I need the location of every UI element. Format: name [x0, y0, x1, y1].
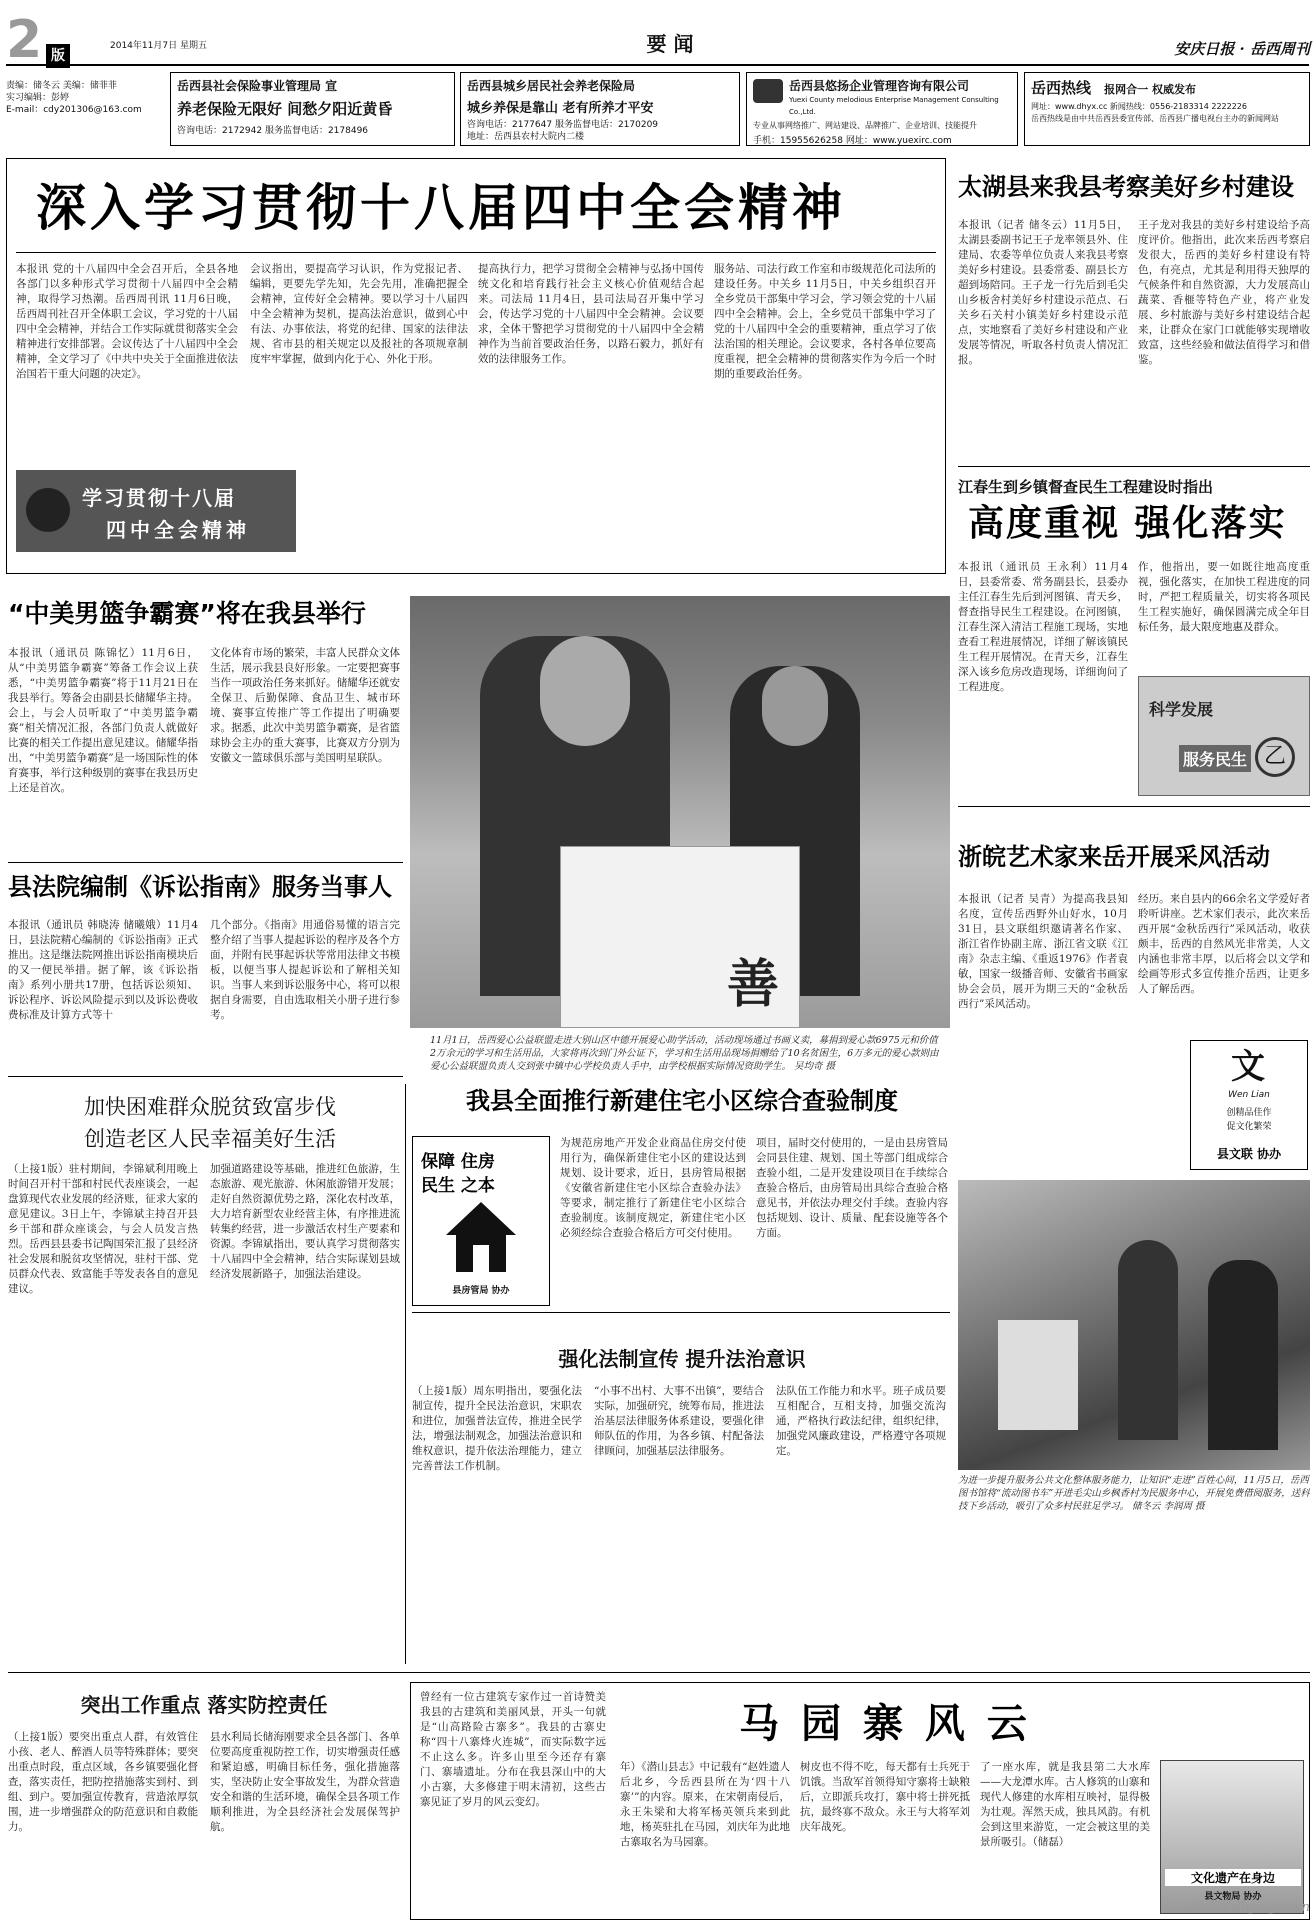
taihu-column-1: 本报讯（记者 储冬云）11月5日，太湖县委副书记王子龙率领县外、住建局、农委等单位负责人来我县考察美好乡村建设。县委常委、副县长方超到场陪同。王子龙一行先后到毛尖山乡板舍村美好乡村建设示范点、石关乡石关村小镇美好乡村建设示范点，实地察看了美好乡村建设和产业发展等情况，听取各村负责人情况汇报。	[958, 219, 1128, 366]
poverty-column-1: （上接1版）驻村期间，李锦斌利用晚上时间召开村干部和村民代表座谈会，一起盘算现代农业发展的经济账，征求大家的意见建议。3日上午，李锦斌主持召开县乡干部和群众座谈会，与会人员发言热烈。岳西县县委书记陶国荣汇报了县经济社会发展和脱贫攻坚情况，驻村干部、党员群众代表、致富能手等发表各自的意见建议。	[8, 1163, 198, 1295]
poverty-divider	[405, 1084, 406, 1664]
charity-donation-photo	[410, 596, 950, 1028]
lead-badge: 学习贯彻十八届 四中全会精神	[16, 470, 296, 552]
jiangchun-headline: 高度重视 强化落实	[968, 503, 1287, 544]
legal-column-2: “小事不出村、大事不出镇”，要结合实际，加强研究，统筹布局，推进法治基层法律服务体系建设，要强化律师队伍的作用，为各乡镇、村配备法律顾问，加强基层法律服务。	[594, 1385, 764, 1457]
court-headline: 县法院编制《诉讼指南》服务当事人	[8, 873, 392, 901]
page-suffix-badge: 版	[46, 44, 70, 68]
ad-pension-bureau: 岳西县城乡居民社会养老保险局 城乡养保是靠山 老有所养才平安 咨询电话：2177647 服务监督电话：2170209 地址：岳西县农村大院内二楼	[460, 72, 740, 146]
mayuan-column-2: 年）《潜山县志》中记载有“赵姓遗人后北乡，今岳西县所在为‘四十八寨’”的内容。原来，在宋朝南侵后，永王朱梁和大将军杨英领兵来到此地，杨英驻扎在马园，刘庆年为此地古寨取名为马园寨。	[620, 1761, 790, 1848]
housing-column-1: 为规范房地产开发企业商品住房交付使用行为，确保新建住宅小区的建设达到规划、设计要求，近日，县房管局根据《安徽省新建住宅小区综合查验办法》等要求，制定推行了新建住宅小区综合查验制度。该制度规定，新建住宅小区必须经综合查验合格后方可交付使用。	[560, 1137, 746, 1239]
zhejiang-column-2: 经历。来自县内的66余名文学爱好者聆听讲座。艺术家们表示，此次来岳西开展“金秋岳西行”采风活动，收获颇丰，岳西的自然风光非常美，人文内涵也非常丰厚，以后将会以文学和绘画等形式多宣传推介岳西，让更多人了解岳西。	[1138, 893, 1310, 995]
lead-column-2: 会议指出，要提高学习认识，作为党报记者、编辑，更要先学先知，先会先用，准确把握全会精神，宣传好全会精神。要以学习十八届四中全会精神为契机，提高法治意识，做到心中有法、办事依法，将党的纪律、国家的法律法规、省市县的相关规定以及报社的各项规章制度牢牢掌握，做到内化于心、外化于形。	[250, 263, 468, 365]
court-column-1: 本报讯（通讯员 韩晓涛 储曦娥）11月4日，县法院精心编制的《诉讼指南》正式推出。这是继法院网推出诉讼指南模块后的又一便民举措。据了解，该《诉讼指南》系列小册共17册，包括诉讼须知、诉讼程序、诉讼风险提示到以及诉讼费收费标准及计算方式等十	[8, 919, 198, 1021]
legal-column-3: 法队伍工作能力和水平。班子成员要互相配合，互相支持，加强交流沟通，严格执行政法纪律，组织纪律，加强党风廉政建设，严格遵守各项规定。	[776, 1385, 946, 1457]
poverty-headline-2: 创造老区人民幸福美好生活	[84, 1127, 336, 1151]
heritage-badge: 文化遗产在身边 县文物局 协办	[1160, 1760, 1304, 1914]
lead-column-4: 服务站、司法行政工作室和市级规范化司法所的建设任务。中关乡 11月5日，中关乡组织召开全乡党员干部集中学习会，学习领会党的十八届四中全会精神。会上，全乡党员干部集中学习了党的十八届四中全会的重要精神，重点学习了依法治国的相关理论。会议要求，各村各单位要高度重视，把全会精神的贯彻落实作为今后一个时期的重要政治任务。	[714, 263, 936, 380]
mayuan-headline: 马 园 寨 风 云	[739, 1701, 1031, 1747]
mayuan-column-1: 曾经有一位古建筑专家作过一首诗赞美我县的古建筑和美丽风景，开头一句就是“山高路险古寨多”。我县的古寨史称“四十八寨烽火连城”，而实际数字远不止这么多。许多山里至今还存有寨门、寨墙遗址。分布在我县深山中的大小古寨，大多修建于明末清初，这些古寨见证了岁月的风云变幻。	[420, 1691, 606, 1808]
page-number: 2	[6, 10, 43, 70]
housing-headline: 我县全面推行新建住宅小区综合查验制度	[466, 1087, 898, 1115]
housing-badge: 保障 住房 民生 之本 县房管局 协办	[412, 1136, 550, 1306]
legal-rule	[8, 1672, 1310, 1673]
mayuan-column-4: 了一座水库，就是我县第二大水库——大龙潭水库。古人修筑的山寨和现代人修建的水库相互映衬，显得极为壮观。浑然天成，独具风韵。有机会到这里来游览，一定会被这里的美景所吸引。（储磊）	[980, 1761, 1150, 1848]
poverty-column-2: 加强道路建设等基础，推进红色旅游，生态旅游、观光旅游、休闲旅游错开发展；走好自然资源优势之路，深化农村改革，大力培育新型农业经营主体，有序推进流转集约经营，进一步激活农村生产要素和资源。李锦斌指出，要认真学习贯彻落实十八届四中全会精神，结合实际谋划县域经济发展新路子，加强法治建设。	[210, 1163, 400, 1280]
basketball-headline: “中美男篮争霸赛”将在我县举行	[8, 599, 366, 628]
jiangchun-rule	[958, 806, 1310, 807]
house-icon	[441, 1197, 521, 1277]
section-title: 要 闻	[646, 32, 694, 56]
basketball-rule	[8, 862, 403, 863]
jiangchun-column-2: 作，他指出，要一如既往地高度重视，强化落实，在加快工程进度的同时，严把工程质量关，切实将各项民生工程实施好，确保圆满完成全年目标任务，最大限度地惠及群众。	[1138, 561, 1310, 633]
disaster-column-2: 县水利局长储海刚要求全县各部门、各单位要高度重视防控工作，切实增强责任感和紧迫感，明确目标任务，强化措施落实，坚决防止安全事故发生，为群众营造安全和谐的生活环境，确保全县各项工作顺利推进，为全县经济社会发展保驾护航。	[210, 1731, 400, 1833]
editor-info: 责编：储冬云 美编：储菲菲 实习编辑：彭婷 E-mail：cdy201306@163.com	[6, 81, 142, 115]
wenlian-logo-icon: 文	[1231, 1047, 1265, 1087]
mayuan-column-3: 树皮也不得不吃，每天都有士兵死于饥饿。当敌军首领得知守寨将士缺粮后，立即派兵攻打，寨中将士拼死抵抗，最终寡不敌众。永王与大将军刘庆年战死。	[800, 1761, 970, 1833]
legal-column-1: （上接1版）周东明指出，要强化法制宣传，提升全民法治意识，宋职农和进位，加强普法宣传，推进全民学法，增强法制观念，加强法治意识和维权意识，提升依法治理能力，建立完善普法工作机制。	[412, 1385, 582, 1472]
science-development-badge: 科学发展 服务民生 乙	[1138, 676, 1310, 796]
court-rule	[8, 1076, 403, 1077]
housing-column-2: 项目，届时交付使用的，一是由县房管局会同县住建、规划、国土等部门组成综合查验小组，二是开发建设项目在手续综合查验合格后，由房管局出具综合查验合格意见书，并依法办理交付手续。查验内容包括规划、设计、质量、配套设施等各个方面。	[756, 1137, 948, 1239]
lead-column-1: 本报讯 党的十八届四中全会召开后，全县各地各部门以多种形式学习贯彻十八届四中全会精神，取得学习热潮。岳西周刊讯 11月6日晚，岳西周刊社召开全体职工会议，学习党的十八届四中全会精神，并结合工作实际就贯彻落实全会精神进行安排部署。会议传达了十八届四中全会精神，全文学习了《中共中央关于全面推进依法治国若干重大问题的决定》。	[16, 263, 238, 380]
charity-photo-caption: 11月1日，岳西爱心公益联盟走进大别山区中德开展爱心助学活动，活动现场通过书画义卖，募捐到爱心款6975元和价值2万余元的学习和生活用品，大家将再次到门外公证下，学习和生活用品现场捐赠给了10名贫困生，6万多元的爱心款则由爱心公益联盟负责人交到张中镇中心学校负责人手中，由学校根据实际情况资助学生。 吴均奇 摄	[430, 1035, 939, 1072]
basketball-column-2: 文化体育市场的繁荣，丰富人民群众文体生活，展示我县良好形象。一定要把赛事当作一项政治任务来抓好。储耀华还就安全保卫、后勤保障、食品卫生、城市环境、赛事宣传推广等工作提出了明确要求。据悉，此次中美男篮争霸赛，是省篮球协会主办的重大赛事，比赛双方分别为安徽文一篮球俱乐部与美国明星联队。	[210, 647, 400, 764]
taihu-rule	[958, 466, 1310, 467]
zhejiang-column-1: 本报讯（记者 吴青）为提高我县知名度，宣传岳西野外山好水，10月31日，县文联组织邀请著名作家、浙江省作协副主席、浙江省文联《江南》杂志主编、《重返1976》作者袁敏，国家一级播音师、安徽省书画家协会会员，展开为期三天的“金秋岳西行”采风活动。	[958, 893, 1128, 1010]
ad-consulting-company: 岳西县悠扬企业管理咨询有限公司 Yuexi County melodious Enterprise Management Consulting Co.,Ltd. 专业从事网络推广、网站建设、品牌推广、企业培训、技能提升 手机：15955626258 网址：www.yuexirc.com	[746, 72, 1018, 146]
jiangchun-kicker: 江春生到乡镇督查民生工程建设时指出	[958, 478, 1214, 496]
library-photo	[958, 1180, 1310, 1470]
company-logo-icon	[753, 79, 783, 103]
paper-name: 安庆日报 · 岳西周刊	[1174, 40, 1310, 58]
poverty-headline-1: 加快困难群众脱贫致富步伐	[84, 1095, 336, 1119]
lead-column-3: 提高执行力，把学习贯彻全会精神与弘扬中国传统文化和培育践行社会主义核心价值观结合起来。司法局 11月4日，县司法局召开集中学习会，传达学习党的十八届四中全会精神。会议要求，全体干警把学习贯彻党的十八届四中全会精神作为当前首要政治任务，以路石毅力，抓好有效的法律服务工作。	[478, 263, 704, 365]
ad-yuexi-hotline: 岳西热线 报网合一 权威发布 网址：www.dhyx.cc 新闻热线：0556-2183314 2222226 岳西热线是由中共岳西县委宣传部、岳西县广播电视台主办的新闻网站	[1024, 72, 1310, 146]
lead-headline: 深入学习贯彻十八届四中全会精神	[36, 179, 846, 237]
lead-rule	[16, 252, 936, 253]
donation-box: 善	[560, 846, 800, 1028]
legal-headline: 强化法制宣传 提升法治意识	[558, 1347, 806, 1371]
jiangchun-column-1: 本报讯（通讯员 王永利）11月4日，县委常委、常务副县长，县委办主任江春生先后到河图镇、青天乡，督查指导民生工程建设。在河图镇，江春生深入清洁工程施工现场，实地查看工程进展情况，详细了解该镇民生工程开展情况。在青天乡，江春生深入该乡危房改造现场，详细询问了工程进度。	[958, 561, 1128, 693]
court-column-2: 几个部分。《指南》用通俗易懂的语言完整介绍了当事人提起诉讼的程序及各个方面，并附有民事起诉状等常用法律文书模板，以便当事人提起诉讼和了解相关知识。当事人来到诉讼服务中心，将可以根据自身需要，自由选取相关小册子进行参考。	[210, 919, 400, 1021]
library-photo-caption: 为进一步提升服务公共文化整体服务能力，让知识“走进”百姓心间，11月5日，岳西图书馆将“流动图书车”开进毛尖山乡枫香村为民服务中心，开展免费借阅服务，送科技下乡活动，吸引了众多村民驻足学习。 储冬云 李润周 摄	[958, 1475, 1310, 1512]
zhejiang-headline: 浙皖艺术家来岳开展采风活动	[958, 843, 1270, 871]
disaster-column-1: （上接1版）要突出重点人群，有效管住小孩、老人、醉酒人员等特殊群体；要突出重点时段，重点区域，各乡镇要强化督查，落实责任，把防控措施落实到村、到组、到户。要加强宣传教育，营造浓厚氛围，进一步增强群众的防范意识和自救能力。	[8, 1731, 198, 1833]
badge-seal-icon: 乙	[1255, 737, 1295, 777]
ad-social-insurance: 岳西县社会保险事业管理局 宣 养老保险无限好 间愁夕阳近黄昏 咨询电话：2172942 服务监督电话：2178496	[170, 72, 455, 146]
disaster-headline: 突出工作重点 落实防控责任	[80, 1693, 328, 1717]
basketball-column-1: 本报讯（通讯员 陈锦忆）11月6日，从“中美男篮争霸赛”筹备工作会议上获悉，“中美男篮争霸赛”将于11月21日在我县举行。筹备会由副县长储耀华主持。会上，与会人员听取了“中美男篮争霸赛”相关情况汇报，各部门负责人就做好比赛的相关工作提出意见建议。储耀华指出，“中美男篮争霸赛”是一场国际性的体育赛事，举行这种级别的赛事在我县历史上还是首次。	[8, 647, 198, 794]
masthead-rule	[6, 64, 1309, 66]
taihu-column-2: 王子龙对我县的美好乡村建设给予高度评价。他指出，此次来岳西考察启发很大，岳西的美好乡村建设有特色，有亮点，尤其是利用得天独厚的气候条件和自然资源，大力发展高山蔬菜、香榧等特色产业，将产业发展、乡村旅游与美好乡村建设结合起来，让群众在家门口就能够实现增收致富，这些经验和做法值得学习和借鉴。	[1138, 219, 1310, 366]
taihu-headline: 太湖县来我县考察美好乡村建设	[958, 173, 1294, 201]
housing-rule	[412, 1312, 950, 1313]
wenlian-badge: 文 Wen Lian 创精品佳作 促文化繁荣 县文联 协办	[1190, 1040, 1308, 1170]
party-emblem-icon	[26, 488, 70, 532]
issue-date: 2014年11月7日 星期五	[110, 41, 207, 51]
watermark: 岳西网 dhyx.gov.cn	[1189, 1900, 1310, 1915]
